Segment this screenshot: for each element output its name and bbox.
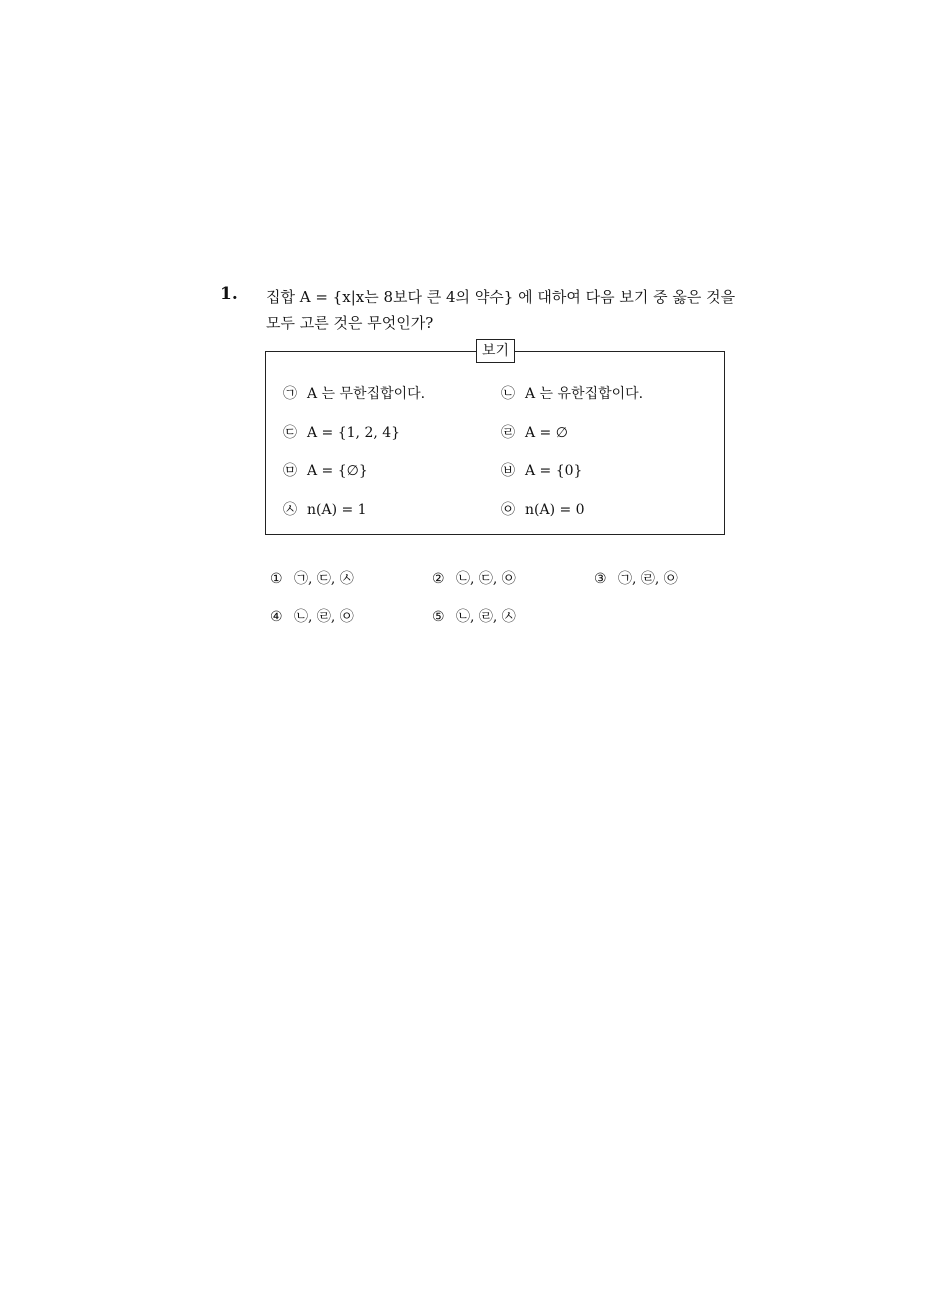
- answer-choice[interactable]: [432, 569, 516, 589]
- bogi-item: [283, 500, 367, 520]
- item-mark: ㉢: [283, 425, 297, 441]
- choice-number: ④: [270, 609, 283, 625]
- bogi-item: [501, 384, 643, 404]
- answer-choice[interactable]: [594, 569, 678, 589]
- choice-number: ⑤: [432, 609, 445, 625]
- item-mark: ㉠: [283, 386, 297, 402]
- item-text: A 는 무한집합이다.: [307, 386, 426, 402]
- bogi-item: [283, 461, 368, 481]
- choice-text: ㉡, ㉣, ㉧: [294, 609, 354, 625]
- bogi-item: [501, 423, 568, 443]
- bogi-item: [501, 500, 585, 520]
- choice-text: ㉡, ㉣, ㉦: [456, 609, 516, 625]
- bogi-item: [501, 461, 582, 481]
- choice-number: ③: [594, 571, 607, 587]
- stem-set-expression: A = {x|x는 8보다 큰 4의 약수}: [299, 288, 514, 306]
- item-text: n(A) = 0: [525, 502, 585, 518]
- item-text: n(A) = 1: [307, 502, 367, 518]
- choice-number: ①: [270, 571, 283, 587]
- item-mark: ㉡: [501, 386, 515, 402]
- choice-number: ②: [432, 571, 445, 587]
- item-text: A = {∅}: [307, 463, 368, 479]
- problem-stem: [266, 284, 756, 336]
- item-text: A 는 유한집합이다.: [525, 386, 644, 402]
- stem-suffix: 에 대하여 다음 보기 중 옳은 것을: [513, 288, 736, 306]
- choice-text: ㉠, ㉢, ㉦: [294, 571, 354, 587]
- item-text: A = {1, 2, 4}: [307, 425, 401, 441]
- answer-choice[interactable]: [432, 607, 516, 627]
- stem-line-2: 모두 고른 것은 무엇인가?: [266, 314, 434, 332]
- problem-number: 1.: [220, 284, 238, 304]
- bogi-item: [283, 384, 425, 404]
- answer-choice[interactable]: [270, 569, 354, 589]
- choice-text: ㉡, ㉢, ㉧: [456, 571, 516, 587]
- item-text: A = ∅: [525, 425, 568, 441]
- item-mark: ㉥: [501, 463, 515, 479]
- stem-prefix: 집합: [266, 288, 300, 306]
- bogi-item: [283, 423, 400, 443]
- choice-text: ㉠, ㉣, ㉧: [618, 571, 678, 587]
- item-text: A = {0}: [525, 463, 583, 479]
- item-mark: ㉤: [283, 463, 297, 479]
- item-mark: ㉣: [501, 425, 515, 441]
- item-mark: ㉧: [501, 502, 515, 518]
- item-mark: ㉦: [283, 502, 297, 518]
- answer-choice[interactable]: [270, 607, 354, 627]
- bogi-title: 보기: [476, 339, 515, 363]
